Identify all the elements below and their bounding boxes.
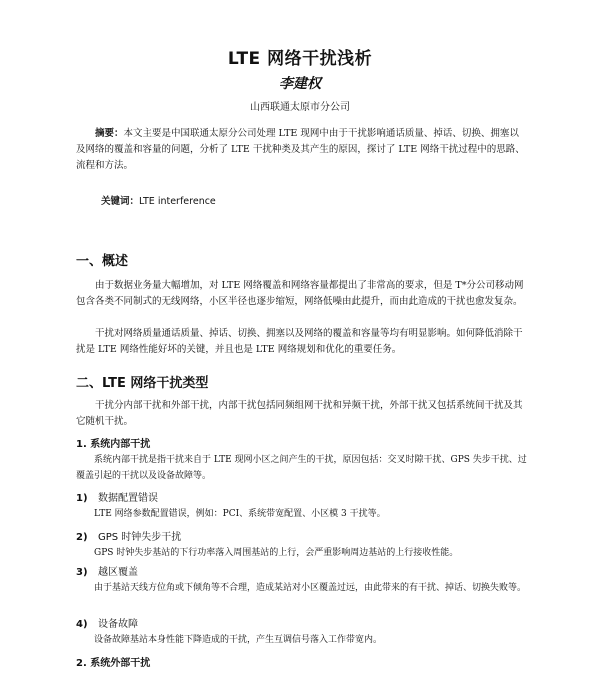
keywords-label: 关键词：	[101, 196, 140, 207]
item-text-config-error: LTE 网络参数配置错误，例如：PCI、系统带宽配置、小区模 3 干扰等。	[94, 509, 386, 519]
item-text-overshoot: 由于基站天线方位角或下倾角等不合理，造成某站对小区覆盖过远，由此带来的有干扰、掉话、切换失败等。	[94, 583, 527, 593]
abstract-text: 本文主要是中国联通太原分公司处理 LTE 现网中由于干扰影响通话质量、掉话、切换、拥塞以及网络的覆盖和容量的问题，分析了 LTE 干扰种类及其产生的原因，探讨了 LTE 网络干扰过程中的思路、流程和方法。	[76, 128, 525, 171]
item-heading-config-error	[76, 489, 158, 504]
item-number: 4)	[76, 619, 88, 630]
abstract-label: 摘要：	[95, 128, 124, 139]
item-title: GPS 时钟失步干扰	[98, 532, 182, 543]
subsection-heading-external: 2. 系统外部干扰	[76, 658, 151, 669]
item-number: 1)	[76, 493, 88, 504]
paper-author: 李建权	[279, 76, 321, 92]
item-heading-overshoot	[76, 563, 138, 578]
item-text-gps-desync: GPS 时钟失步基站的下行功率落入周围基站的上行，会严重影响周边基站的上行接收性能。	[94, 548, 459, 558]
item-text-equipment-fault: 设备故障基站本身性能下降造成的干扰，产生互调信号落入工作带宽内。	[94, 635, 383, 645]
item-title: 越区覆盖	[98, 567, 138, 578]
abstract	[76, 126, 528, 174]
item-number: 2)	[76, 532, 88, 543]
overview-paragraph-2: 干扰对网络质量通话质量、掉话、切换、拥塞以及网络的覆盖和容量等均有明显影响。如何降低消除干扰是 LTE 网络性能好坏的关键，并且也是 LTE 网络规划和优化的重要任务。	[76, 328, 523, 355]
paper-title: LTE 网络干扰浅析	[227, 49, 373, 69]
subsection-heading-internal: 1. 系统内部干扰	[76, 439, 151, 450]
item-number: 3)	[76, 567, 88, 578]
keywords-text: LTE interference	[139, 196, 216, 207]
keywords	[101, 193, 216, 207]
item-title: 设备故障	[98, 619, 138, 630]
paper-affiliation: 山西联通太原市分公司	[250, 102, 350, 113]
section-heading-interference-types: 二、LTE 网络干扰类型	[76, 376, 209, 391]
item-heading-equipment-fault	[76, 615, 138, 630]
section-heading-overview: 一、概述	[76, 254, 129, 269]
item-heading-gps-desync	[76, 528, 181, 543]
item-title: 数据配置错误	[98, 493, 158, 504]
internal-interference-text: 系统内部干扰是指干扰来自于 LTE 现网小区之间产生的干扰，原因包括：交叉时隙干扰、GPS 失步干扰、过覆盖引起的干扰以及设备故障等。	[76, 455, 527, 481]
overview-paragraph-1: 由于数据业务量大幅增加，对 LTE 网络覆盖和网络容量都提出了非常高的要求，但是 T*分公司移动网包含各类不同制式的无线网络，小区半径也逐步缩短，网络低噪由此提升，而由此造成的干扰也愈发复杂。	[76, 280, 524, 307]
interference-types-intro: 干扰分内部干扰和外部干扰，内部干扰包括同频组网干扰和异频干扰，外部干扰又包括系统间干扰及其它随机干扰。	[76, 400, 523, 427]
